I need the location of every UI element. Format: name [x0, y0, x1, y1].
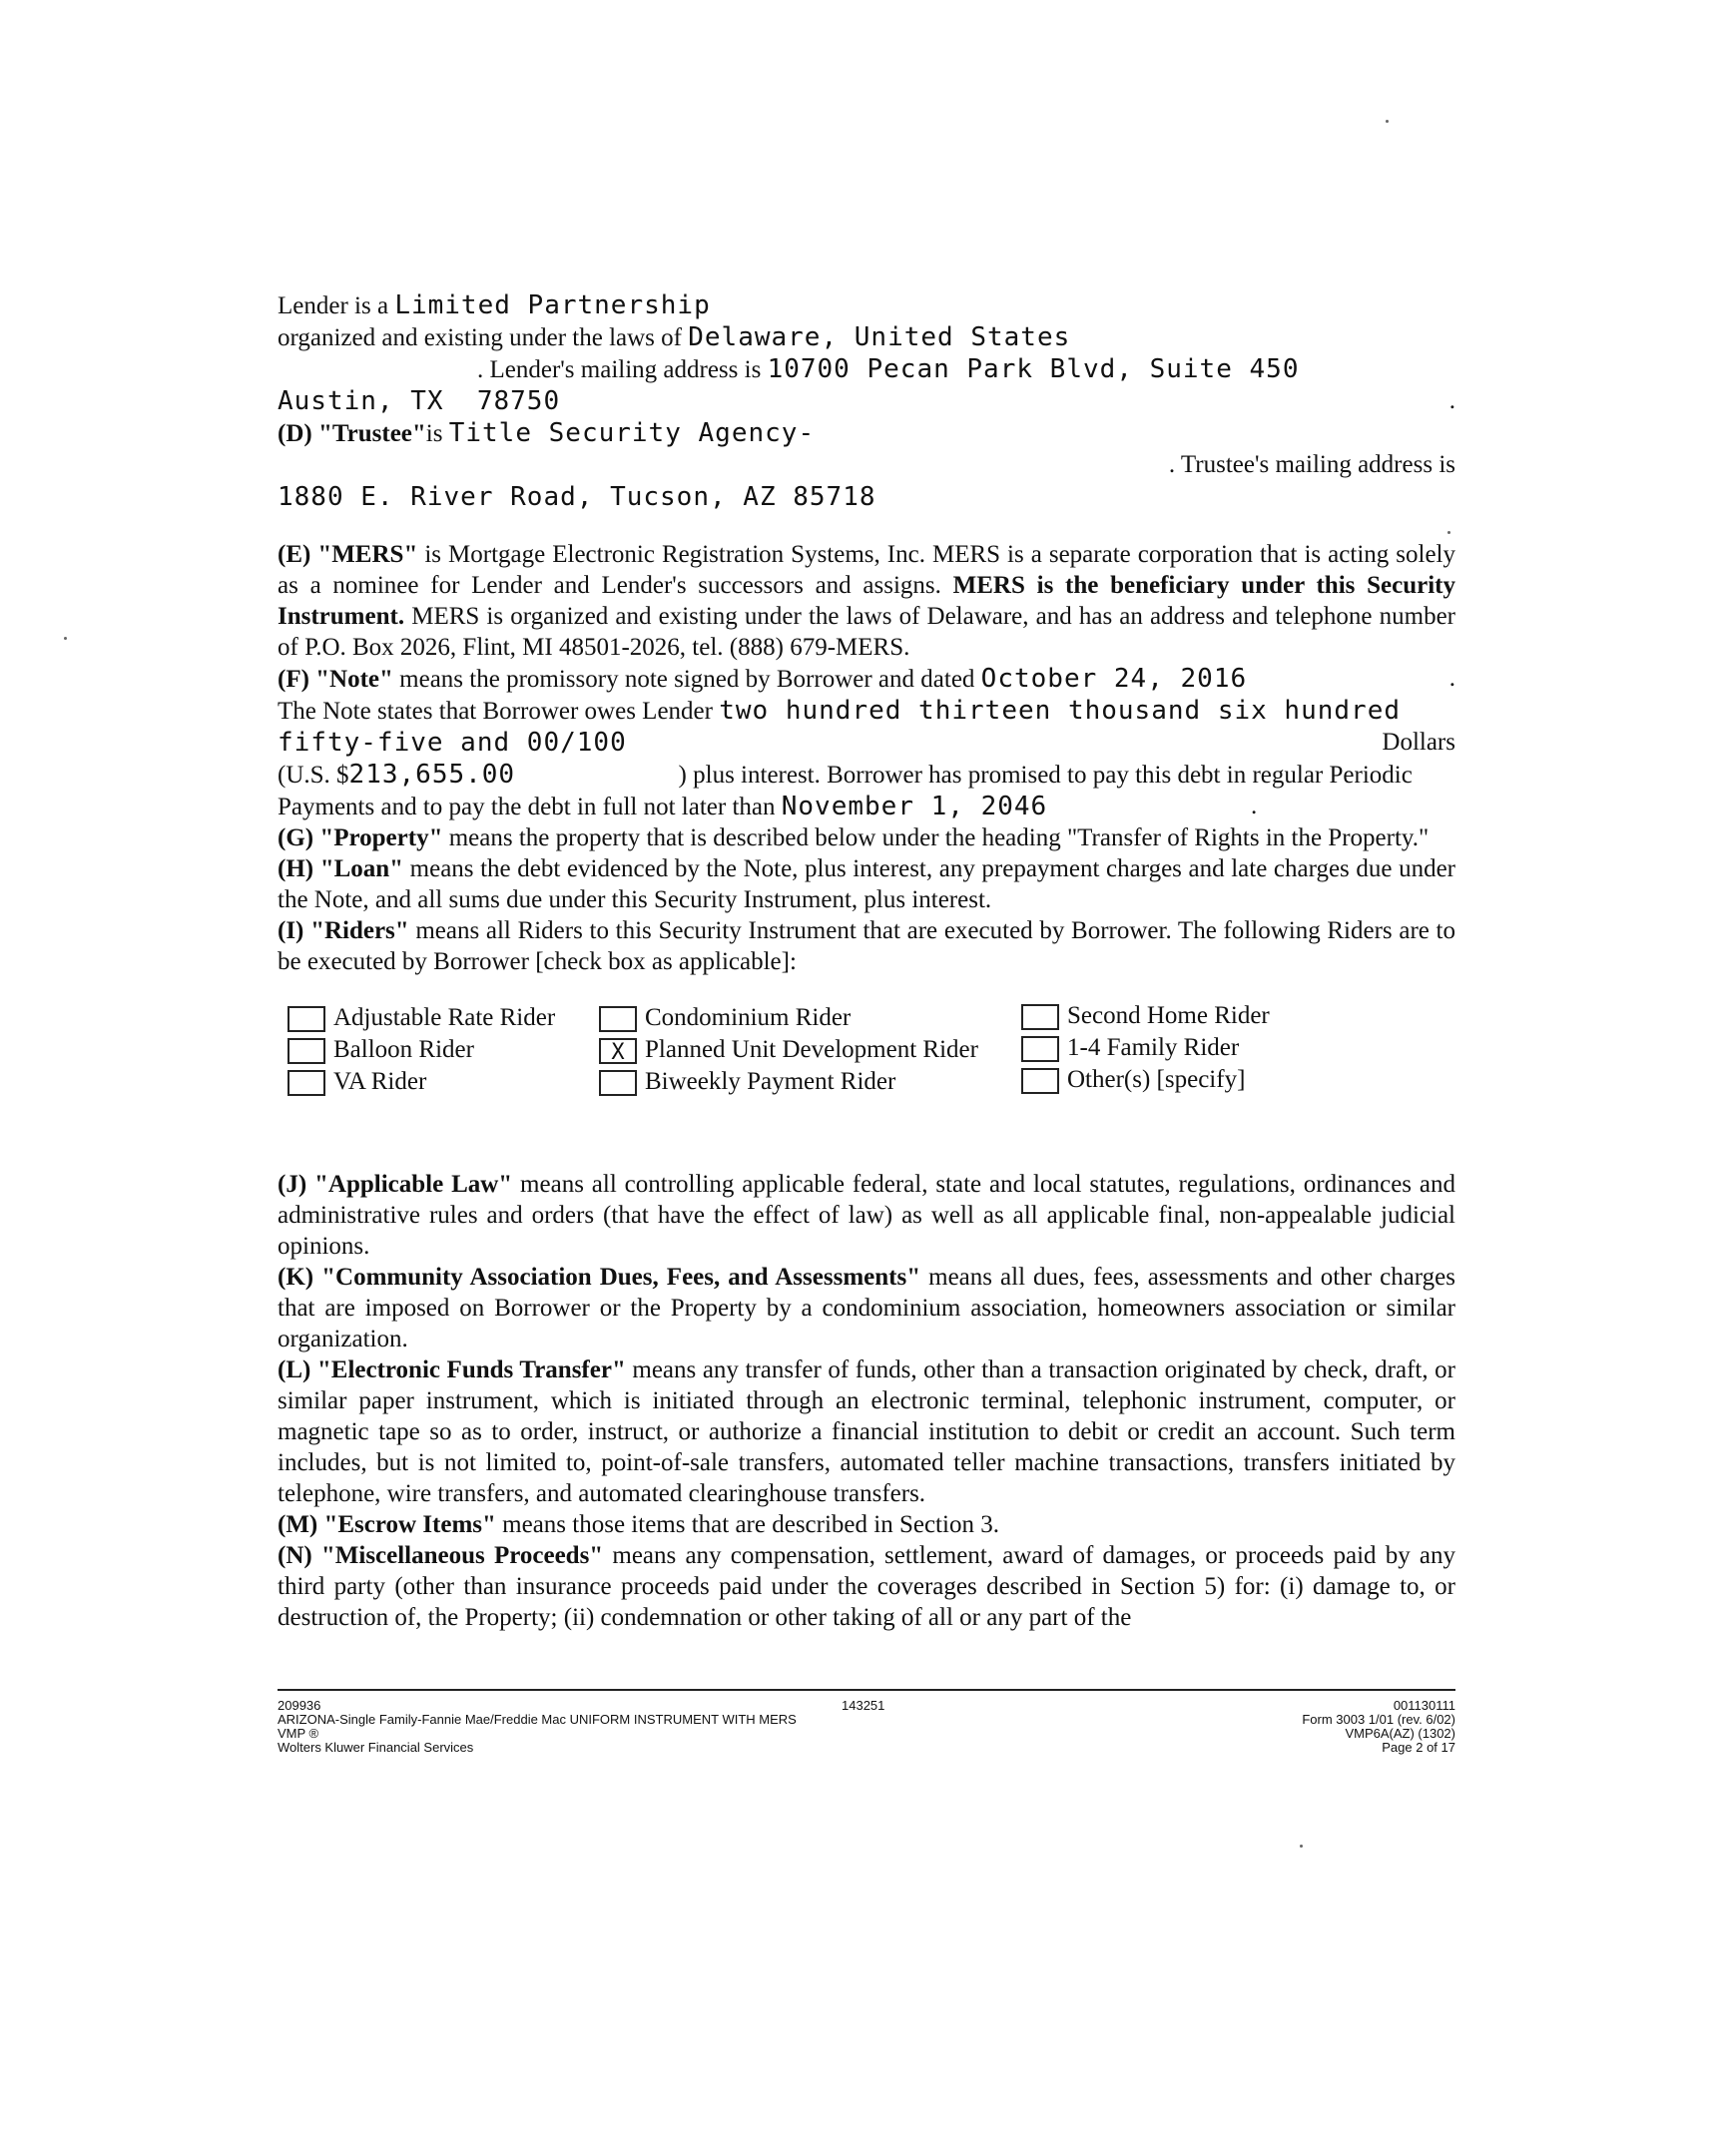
eft-label: (L) "Electronic Funds Transfer" — [278, 1356, 626, 1383]
rider-checkbox[interactable] — [1021, 1036, 1059, 1062]
lender-type: Limited Partnership — [394, 290, 711, 320]
note-line-3 — [278, 727, 1455, 759]
rider-label: Other(s) [specify] — [1067, 1066, 1246, 1093]
rider-checkbox[interactable] — [1021, 1068, 1059, 1094]
note-line-5 — [278, 791, 1455, 822]
organized-label: organized and existing under the laws of — [278, 324, 682, 351]
trustee-mailing-label: . Trustee's mailing address is — [1168, 451, 1455, 478]
trustee-mailing-line — [278, 449, 1455, 481]
mers-bold: MERS is the beneficiary under this Security Instrument. — [278, 572, 1455, 630]
note-text-4: Payments and to pay the debt in full not later than — [278, 794, 776, 820]
rider-second-home[interactable] — [1021, 1001, 1270, 1031]
scan-speck — [1447, 531, 1450, 534]
mers-text-1: is Mortgage Electronic Registration Systems, Inc. MERS is a separate corporation that is acting solely as a nominee for Lender and Lender's successors and assigns. — [278, 541, 1455, 599]
riders-checklist — [278, 1003, 1455, 1107]
rider-biweekly-payment[interactable] — [599, 1067, 895, 1097]
rider-label: Second Home Rider — [1067, 1002, 1270, 1029]
footer-right — [1302, 1699, 1455, 1755]
lender-mailing-label: . Lender's mailing address is — [477, 356, 762, 383]
rider-condominium[interactable] — [599, 1003, 851, 1033]
escrow-paragraph — [278, 1509, 1455, 1540]
rider-1-4-family[interactable] — [1021, 1033, 1239, 1063]
applicable-law-paragraph — [278, 1169, 1455, 1262]
rider-checkbox[interactable]: X — [599, 1038, 637, 1064]
loan-text: means the debt evidenced by the Note, plus interest, any prepayment charges and late charges due under the Note, and all sums due under this Security Instrument, plus interest. — [278, 855, 1456, 913]
note-us-label: (U.S. $ — [278, 762, 349, 789]
note-end-period: . — [1448, 665, 1455, 692]
riders-text: means all Riders to this Security Instrument that are executed by Borrower. The following Riders are to be executed by Borrower [check box as applicable]: — [278, 917, 1455, 975]
misc-text: means any compensation, settlement, award of damages, or proceeds paid by any third party (other than insurance proceeds paid under the coverages described in Section 5) for: (i) damage to, or destruction of, the Property; (ii) condemnation or other taking of all or any part of the — [278, 1542, 1455, 1631]
footer-form-title: ARIZONA-Single Family-Fannie Mae/Freddie Mac UNIFORM INSTRUMENT WITH MERS — [278, 1712, 797, 1727]
rider-label: VA Rider — [333, 1068, 427, 1095]
note-line-2 — [278, 695, 1455, 727]
lender-type-line — [278, 289, 1455, 321]
property-text: means the property that is described below under the heading "Transfer of Rights in the Property." — [442, 824, 1430, 851]
riders-label: (I) "Riders" — [278, 917, 409, 944]
note-line-1 — [278, 663, 1455, 695]
footer-form-number: Form 3003 1/01 (rev. 6/02) — [1302, 1712, 1455, 1727]
rider-label: Balloon Rider — [333, 1036, 474, 1063]
lender-end-period: . — [1448, 387, 1455, 414]
lender-jurisdiction: Delaware, United States — [688, 322, 1071, 352]
footer-doc-number: 209936 — [278, 1698, 321, 1713]
note-text-3: ) plus interest. Borrower has promised to pay this debt in regular Periodic — [678, 762, 1413, 789]
lender-address-1: 10700 Pecan Park Blvd, Suite 450 — [767, 354, 1300, 384]
applicable-law-label: (J) "Applicable Law" — [278, 1171, 513, 1198]
footer-loan-number: 001130111 — [1393, 1698, 1455, 1713]
applicable-law-text: means all controlling applicable federal, state and local statutes, regulations, ordinances and administrative rules and orders (that have the effect of law) as well as all applicable final, non-appealable judicial opinions. — [278, 1171, 1456, 1260]
note-text-2: The Note states that Borrower owes Lender — [278, 698, 713, 725]
rider-adjustable-rate[interactable] — [288, 1003, 555, 1033]
note-label: (F) "Note" — [278, 666, 393, 693]
rider-label: Condominium Rider — [645, 1004, 852, 1031]
trustee-address-line — [278, 481, 1455, 513]
footer-left — [278, 1699, 797, 1755]
loan-paragraph — [278, 853, 1455, 915]
rider-planned-unit-development[interactable] — [599, 1035, 978, 1065]
note-line-4 — [278, 759, 1455, 791]
escrow-text: means those items that are described in Section 3. — [495, 1511, 999, 1538]
footer-page-number: Page 2 of 17 — [1382, 1740, 1455, 1755]
mers-text-2: MERS is organized and existing under the laws of Delaware, and has an address and telephone number of P.O. Box 2026, Flint, MI 48501-2026, tel. (888) 679-MERS. — [278, 603, 1455, 661]
eft-text: means any transfer of funds, other than a transaction originated by check, draft, or similar paper instrument, which is initiated through an electronic terminal, telephonic instrument, computer, or magnetic tape so as to order, instruct, or authorize a financial institution to debit or credit an account. Such term includes, but is not limited to, point-of-sale transfers, automated teller machine transactions, transfers initiated by telephone, wire transfers, and automated clearinghouse transfers. — [278, 1356, 1455, 1507]
lender-jurisdiction-line — [278, 321, 1455, 353]
community-paragraph — [278, 1262, 1455, 1354]
property-label: (G) "Property" — [278, 824, 443, 851]
scan-speck — [64, 637, 67, 640]
footer-publisher: Wolters Kluwer Financial Services — [278, 1740, 474, 1755]
misc-proceeds-paragraph — [278, 1540, 1455, 1633]
rider-checkbox[interactable] — [1021, 1004, 1059, 1030]
lender-city-line — [278, 385, 1455, 417]
eft-paragraph — [278, 1354, 1455, 1509]
footer-vmp-code: VMP6A(AZ) (1302) — [1345, 1726, 1455, 1741]
rider-checkbox[interactable] — [288, 1070, 325, 1096]
document-page — [278, 289, 1455, 1633]
note-text-1: means the promissory note signed by Borrower and dated — [392, 666, 975, 693]
property-paragraph — [278, 822, 1455, 853]
lender-is-a-label: Lender is a — [278, 292, 389, 319]
form-footer — [278, 1689, 1455, 1755]
rider-label: 1-4 Family Rider — [1067, 1034, 1240, 1061]
rider-checkbox[interactable] — [599, 1006, 637, 1032]
rider-checkbox[interactable] — [599, 1070, 637, 1096]
footer-center-number: 143251 — [842, 1698, 885, 1713]
rider-label: Biweekly Payment Rider — [645, 1068, 896, 1095]
rider-label: Adjustable Rate Rider — [333, 1004, 556, 1031]
note-maturity: November 1, 2046 — [781, 792, 1048, 821]
loan-label: (H) "Loan" — [278, 855, 404, 882]
lender-address-line — [278, 353, 1455, 385]
escrow-label: (M) "Escrow Items" — [278, 1511, 496, 1538]
footer-vmp: VMP ® — [278, 1726, 319, 1741]
misc-label: (N) "Miscellaneous Proceeds" — [278, 1542, 604, 1569]
trustee-label: (D) "Trustee" — [278, 420, 426, 447]
mers-label: (E) "MERS" — [278, 541, 418, 568]
scan-speck — [1300, 1845, 1303, 1848]
scan-speck — [1386, 120, 1389, 123]
note-dollars: Dollars — [1382, 729, 1455, 756]
rider-balloon[interactable] — [288, 1035, 474, 1065]
mers-paragraph — [278, 539, 1455, 663]
rider-other[interactable] — [1021, 1065, 1245, 1095]
rider-va[interactable] — [288, 1067, 426, 1097]
note-amount-words-1: two hundred thirteen thousand six hundred — [719, 696, 1402, 726]
note-date: October 24, 2016 — [980, 664, 1248, 694]
note-amount: 213,655.00 — [348, 760, 516, 790]
rider-label: Planned Unit Development Rider — [645, 1036, 978, 1063]
note-amount-words-2: fifty-five and 00/100 — [278, 728, 627, 758]
rider-checkbox[interactable] — [288, 1006, 325, 1032]
note-maturity-period: . — [1251, 793, 1258, 819]
footer-center — [842, 1699, 884, 1713]
trustee-name: Title Security Agency- — [448, 418, 816, 448]
lender-address-2: Austin, TX 78750 — [278, 386, 561, 416]
trustee-is-label: is — [425, 420, 443, 447]
community-text: means all dues, fees, assessments and other charges that are imposed on Borrower or the Property by a condominium association, homeowners association or similar organization. — [278, 1264, 1455, 1352]
community-label: (K) "Community Association Dues, Fees, and Assessments" — [278, 1264, 921, 1291]
rider-checkbox[interactable] — [288, 1038, 325, 1064]
trustee-address: 1880 E. River Road, Tucson, AZ 85718 — [278, 482, 876, 512]
riders-paragraph — [278, 915, 1455, 977]
trustee-line — [278, 417, 1455, 449]
